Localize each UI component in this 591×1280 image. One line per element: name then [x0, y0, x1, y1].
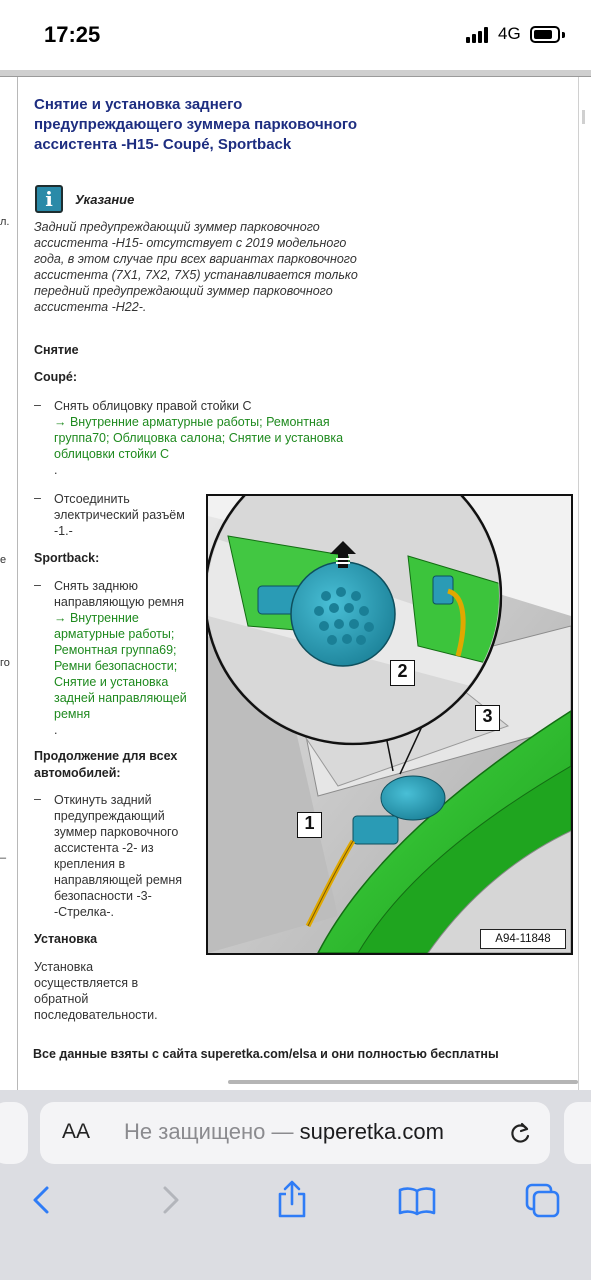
note-label: Указание — [75, 192, 135, 207]
step-end: . — [54, 723, 58, 737]
coupe-heading: Coupé: — [34, 370, 78, 384]
step-end: . — [54, 463, 58, 477]
page-top-rule-line — [0, 76, 591, 77]
scroll-indicator[interactable] — [228, 1080, 578, 1084]
install-text: Установка осуществляется в обратной последовательности. — [34, 960, 158, 1022]
url-field[interactable] — [124, 1119, 444, 1145]
text-size-button[interactable]: AA — [62, 1120, 91, 1143]
previous-tab-peek[interactable] — [0, 1102, 28, 1164]
coupe-trim-link[interactable]: → Внутренние арматурные работы; Ремонтная группа70; Облицовка салона; Снятие и установка облицовки стойки С — [54, 415, 344, 461]
next-tab-peek[interactable] — [564, 1102, 591, 1164]
info-icon: i — [35, 185, 63, 213]
parts-illustration — [206, 494, 573, 955]
clock: 17:25 — [44, 22, 101, 47]
figure-caption: A94-11848 — [480, 929, 566, 949]
bookmarks-icon[interactable] — [398, 1186, 436, 1216]
share-icon[interactable] — [276, 1180, 308, 1218]
left-navigation-strip[interactable] — [0, 77, 18, 1090]
tabs-icon[interactable] — [525, 1183, 561, 1219]
callout-3: 3 — [475, 705, 500, 731]
sportback-belt-guide-link[interactable]: → Внутренние арматурные работы; Ремонтная группа69; Ремни безопасности; Снятие и установка задней направляющей ремня — [54, 611, 187, 721]
sportback-heading: Sportback: — [34, 551, 100, 565]
source-note: Все данные взяты с сайта superetka.com/elsa и они полностью бесплатны — [33, 1047, 499, 1061]
security-label: Не защищено — — [124, 1119, 300, 1144]
right-page-rule — [578, 77, 579, 1090]
network-type: 4G — [498, 24, 521, 43]
note-text: Задний предупреждающий зуммер парковочного ассистента -H15- отсутствует с 2019 модельного года, в этом случае при всех вариантах парковочного ассистента (7X1, 7X2, 7X5) устанавливается только передний предупреждающий зуммер парковочного ассистента -H22-. — [34, 220, 358, 314]
callout-1: 1 — [297, 812, 322, 838]
list-dash: – — [34, 398, 41, 412]
left-fragment: е — [0, 554, 7, 566]
url-host: superetka.com — [299, 1119, 444, 1144]
back-icon[interactable] — [30, 1185, 54, 1215]
continue-step-1: Откинуть задний предупреждающий зуммер парковочного ассистента -2- из крепления в направляющей ремня безопасности -3- -Стрелка-. — [54, 793, 183, 919]
coupe-step-1 — [54, 398, 364, 478]
step-text: Снять облицовку правой стойки С — [54, 399, 252, 413]
sportback-step-1 — [54, 578, 194, 738]
page-title: Снятие и установка заднего предупреждающего зуммера парковочного ассистента -H15- Coupé, Sportback — [34, 96, 358, 153]
left-fragment: го — [0, 657, 10, 669]
cellular-signal-icon — [466, 27, 490, 43]
removal-heading: Снятие — [34, 343, 79, 357]
forward-icon[interactable] — [158, 1185, 182, 1215]
list-dash: – — [34, 792, 41, 806]
status-bar — [0, 0, 591, 70]
left-fragment: л. — [0, 216, 10, 228]
callout-2: 2 — [390, 660, 415, 686]
step-text: Снять заднюю направляющую ремня — [54, 579, 185, 609]
left-fragment: – — [0, 852, 7, 864]
list-dash: – — [34, 578, 41, 592]
install-heading: Установка — [34, 932, 98, 946]
illustration-drawing — [208, 496, 571, 953]
battery-cap — [562, 32, 565, 38]
reload-icon[interactable] — [508, 1120, 532, 1146]
coupe-step-2: Отсоединить электрический разъём -1.- — [54, 492, 185, 538]
list-dash: – — [34, 491, 41, 505]
continue-heading: Продолжение для всех автомобилей: — [34, 749, 178, 780]
right-page-mark — [582, 110, 585, 124]
battery-icon — [530, 26, 560, 43]
